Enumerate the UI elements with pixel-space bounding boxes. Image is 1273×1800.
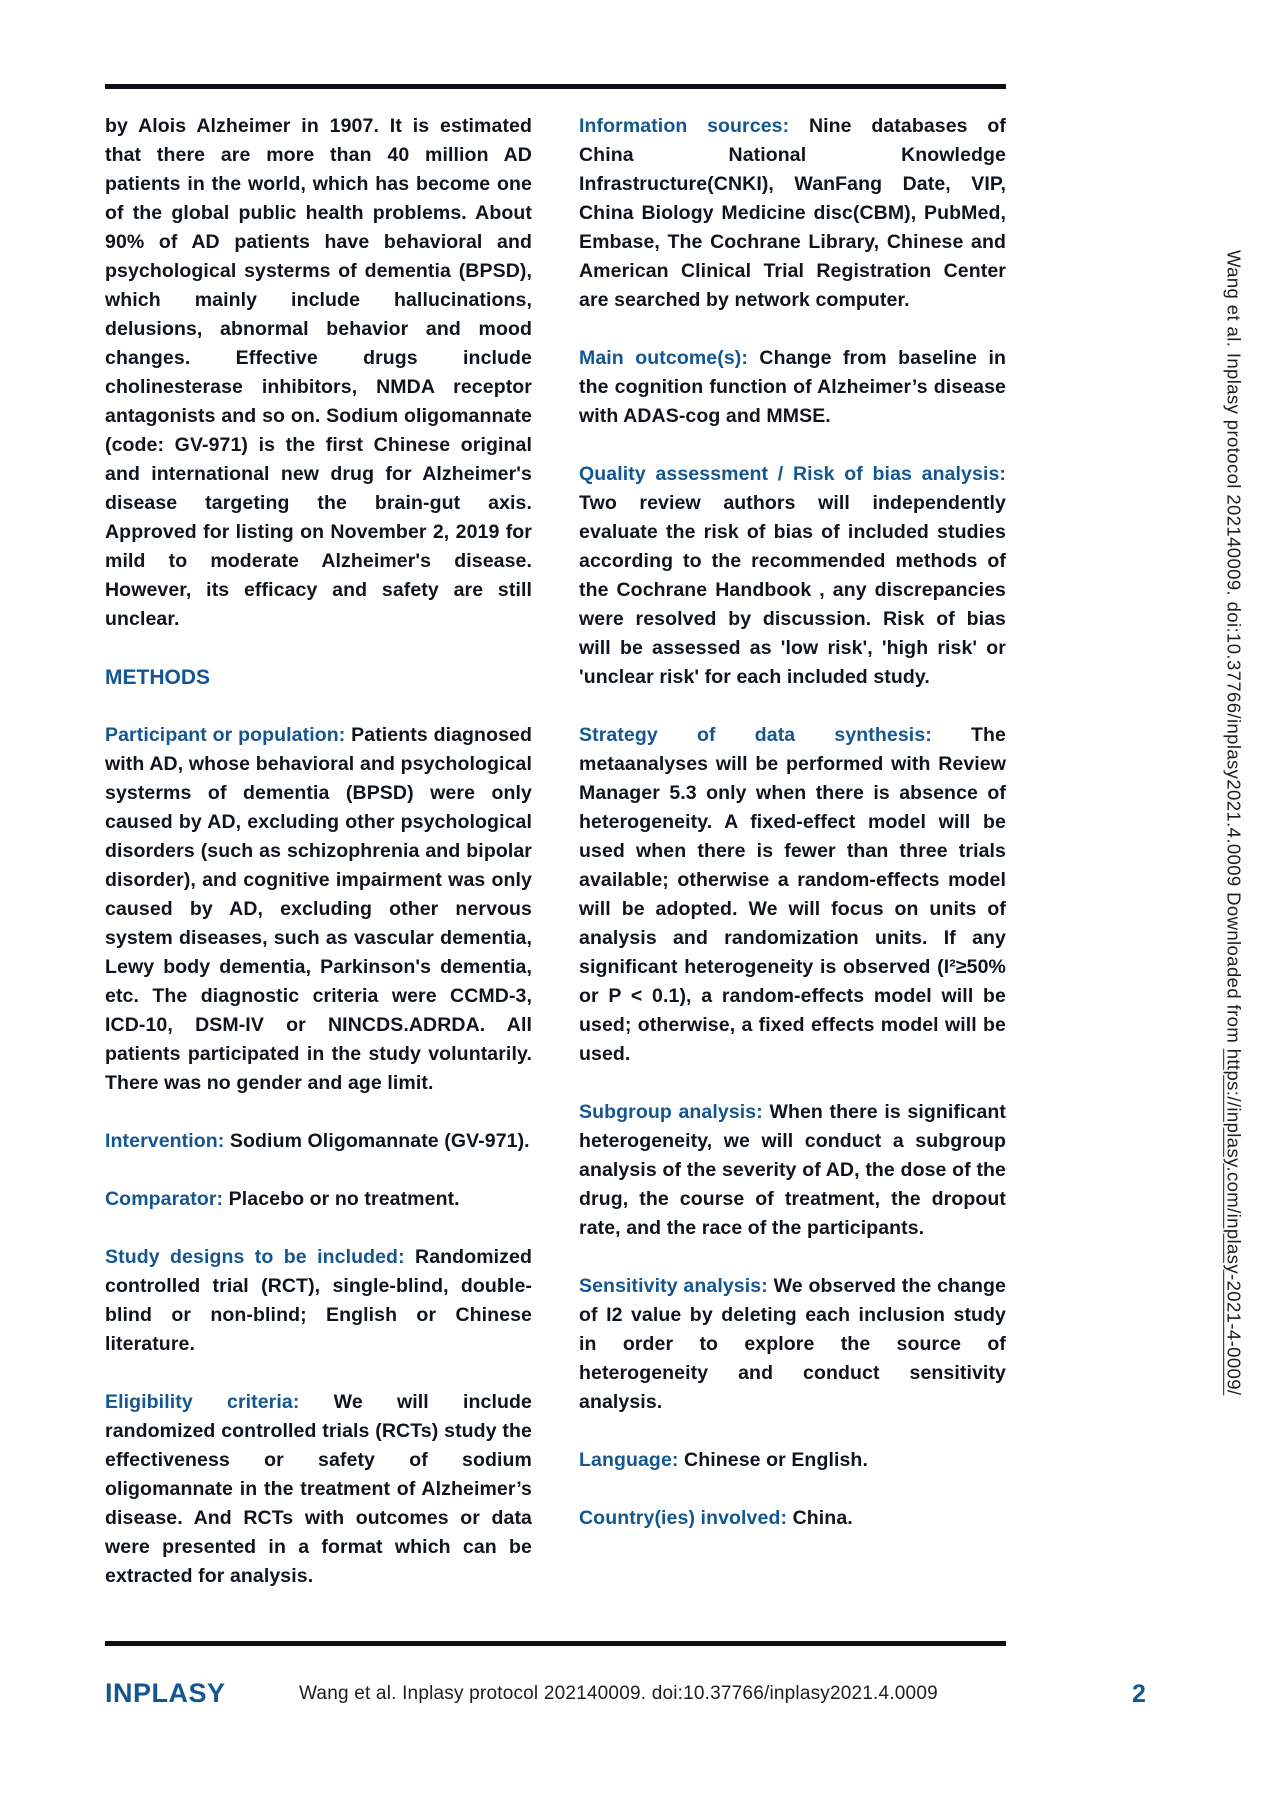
two-column-body — [105, 112, 1006, 1620]
section-text: We observed the change of I2 value by deleting each inclusion study in order to explore the source of heterogeneity and conduct sensitivity analysis. — [579, 1275, 1006, 1413]
sidebar-citation-text: Wang et al. Inplasy protocol 202140009. doi:10.37766/inplasy2021.4.0009 Downloaded from — [1223, 250, 1245, 1049]
section-label: Study designs to be included: — [105, 1246, 405, 1268]
section-strategy-of-data-synthesis — [579, 721, 1006, 1069]
section-text: Patients diagnosed with AD, whose behavioral and psychological systerms of dementia (BPSD) were only caused by AD, excluding other psychological disorders (such as schizophrenia and bipolar disorder), and cognitive impairment was only caused by AD, excluding other nervous system diseases, such as vascular dementia, Lewy body dementia, Parkinson's dementia, etc. The diagnostic criteria were CCMD-3, ICD-10, DSM-IV or NINCDS.ADRDA. All patients participated in the study voluntarily. There was no gender and age limit. — [105, 724, 532, 1094]
section-countries-involved — [579, 1504, 1006, 1533]
section-label: Comparator: — [105, 1188, 224, 1210]
page-number: 2 — [1132, 1680, 1146, 1708]
section-study-designs — [105, 1243, 532, 1359]
section-text: Chinese or English. — [684, 1449, 868, 1471]
section-label: Subgroup analysis: — [579, 1101, 763, 1123]
section-label: Participant or population: — [105, 724, 346, 746]
inplasy-source-link[interactable]: https://inplasy.com/inplasy-2021-4-0009/ — [1223, 1048, 1245, 1396]
section-language — [579, 1446, 1006, 1475]
right-column — [579, 112, 1006, 1562]
section-text: China. — [792, 1507, 853, 1529]
section-text: When there is significant heterogeneity, we will conduct a subgroup analysis of the severity of AD, the dose of the drug, the course of treatment, the dropout rate, and the race of the participants. — [579, 1101, 1006, 1239]
section-label: Country(ies) involved: — [579, 1507, 788, 1529]
section-text: Change from baseline in the cognition function of Alzheimer’s disease with ADAS-cog and MMSE. — [579, 347, 1006, 427]
section-label: Language: — [579, 1449, 679, 1471]
bottom-rule — [105, 1641, 1006, 1646]
section-text: We will include randomized controlled trials (RCTs) study the effectiveness or safety of sodium oligomannate in the treatment of Alzheimer’s disease. And RCTs with outcomes or data were presented in a format which can be extracted for analysis. — [105, 1391, 532, 1587]
intro-text: by Alois Alzheimer in 1907. It is estimated that there are more than 40 million AD patients in the world, which has become one of the global public health problems. About 90% of AD patients have behavioral and psychological systerms of dementia (BPSD), which mainly include hallucinations, delusions, abnormal behavior and mood changes. Effective drugs include cholinesterase inhibitors, NMDA receptor antagonists and so on. Sodium oligomannate (code: GV-971) is the first Chinese original and international new drug for Alzheimer's disease targeting the brain-gut axis. Approved for listing on November 2, 2019 for mild to moderate Alzheimer's disease. However, its efficacy and safety are still unclear. — [105, 115, 532, 630]
section-label: Main outcome(s): — [579, 347, 748, 369]
methods-heading: METHODS — [105, 666, 210, 689]
section-intervention — [105, 1127, 532, 1156]
section-label: Quality assessment / Risk of bias analysis: — [579, 463, 1006, 485]
section-main-outcomes — [579, 344, 1006, 431]
sidebar-citation — [1224, 250, 1243, 1395]
section-text: Placebo or no treatment. — [228, 1188, 460, 1210]
left-column — [105, 112, 532, 1620]
section-eligibility-criteria — [105, 1388, 532, 1591]
footer-citation: Wang et al. Inplasy protocol 202140009. doi:10.37766/inplasy2021.4.0009 — [299, 1683, 938, 1704]
top-rule — [105, 84, 1006, 89]
section-label: Eligibility criteria: — [105, 1391, 300, 1413]
section-label: Sensitivity analysis: — [579, 1275, 768, 1297]
section-comparator — [105, 1185, 532, 1214]
section-text: Sodium Oligomannate (GV-971). — [229, 1130, 530, 1152]
section-text: Randomized controlled trial (RCT), single-blind, double-blind or non-blind; English or Chinese literature. — [105, 1246, 532, 1355]
section-subgroup-analysis — [579, 1098, 1006, 1243]
inplasy-logo: INPLASY — [105, 1678, 226, 1708]
intro-paragraph — [105, 112, 532, 634]
section-label: Information sources: — [579, 115, 790, 137]
section-participant-or-population — [105, 721, 532, 1098]
section-text: Nine databases of China National Knowledge Infrastructure(CNKI), WanFang Date, VIP, China Biology Medicine disc(CBM), PubMed, Embase, The Cochrane Library, Chinese and American Clinical Trial Registration Center are searched by network computer. — [579, 115, 1006, 311]
section-information-sources — [579, 112, 1006, 315]
section-text: Two review authors will independently evaluate the risk of bias of included studies according to the recommended methods of the Cochrane Handbook , any discrepancies were resolved by discussion. Risk of bias will be assessed as 'low risk', 'high risk' or 'unclear risk' for each included study. — [579, 492, 1006, 688]
section-label: Strategy of data synthesis: — [579, 724, 932, 746]
section-quality-assessment — [579, 460, 1006, 692]
section-label: Intervention: — [105, 1130, 225, 1152]
section-text: The metaanalyses will be performed with Review Manager 5.3 only when there is absence of heterogeneity. A fixed-effect model will be used when there is fewer than three trials available; otherwise a random-effects model will be adopted. We will focus on units of analysis and randomization units. If any significant heterogeneity is observed (I²≥50% or P < 0.1), a random-effects model will be used; otherwise, a fixed effects model will be used. — [579, 724, 1006, 1065]
section-sensitivity-analysis — [579, 1272, 1006, 1417]
